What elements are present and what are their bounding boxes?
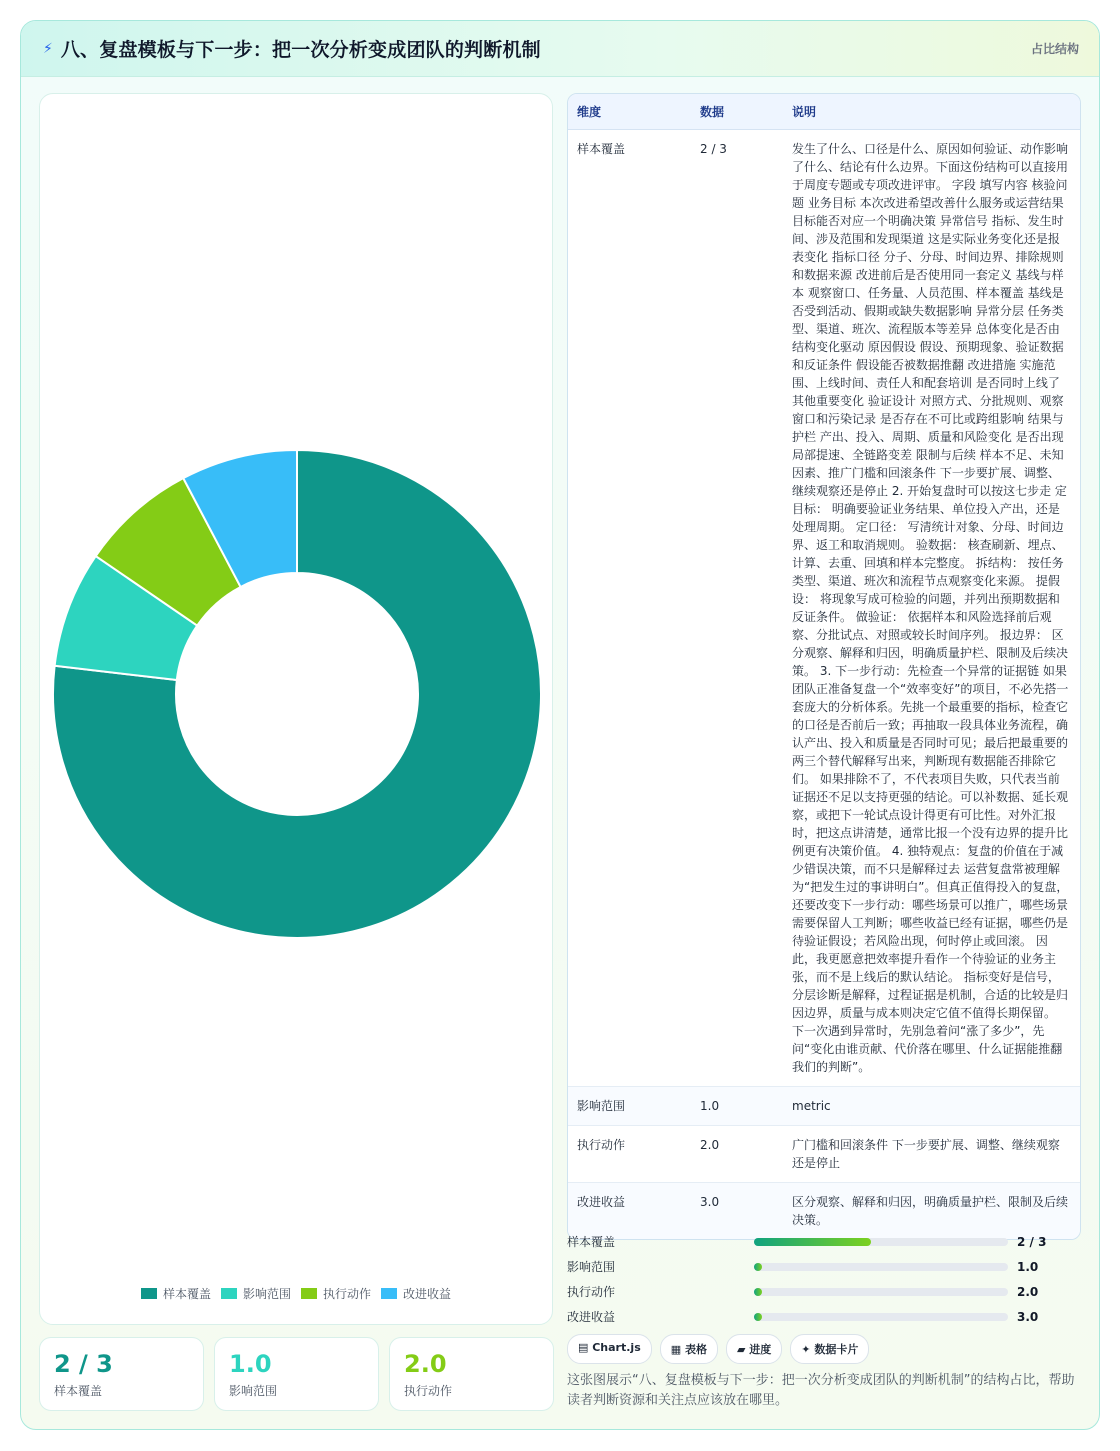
kpi-cards [39,1337,554,1411]
table-cell-desc: 区分观察、解释和归因，明确质量护栏、限制及后续决策。 [783,1183,1080,1240]
progress-track [754,1263,1008,1271]
table-row [568,1126,1080,1183]
page-title: 八、复盘模板与下一步：把一次分析变成团队的判断机制 [60,39,541,61]
progress-value: 3.0 [1017,1309,1039,1324]
lightning-icon: ⚡ [43,40,53,57]
data-table-panel [567,93,1081,1240]
kpi-label: 样本覆盖 [54,1384,103,1398]
progress-label: 样本覆盖 [567,1235,616,1249]
legend-item[interactable] [221,1285,291,1302]
donut-chart-panel [39,93,553,1325]
legend-item[interactable] [381,1285,451,1302]
progress-icon: ▰ [736,1343,750,1356]
kpi-card [39,1337,204,1411]
legend-label: 样本覆盖 [162,1287,211,1301]
chart-legend [40,1285,552,1302]
table-cell-dim: 改进收益 [568,1183,691,1240]
table-cell-val: 2.0 [691,1126,783,1183]
chip-table[interactable] [660,1334,718,1364]
progress-fill [754,1313,762,1321]
legend-label: 改进收益 [403,1287,452,1301]
card-header [21,21,1099,77]
table-header-val: 数据 [691,94,783,130]
chip-sparkle[interactable] [790,1334,869,1364]
progress-value: 2 / 3 [1017,1234,1047,1249]
table-row [568,1087,1080,1126]
data-table [568,94,1080,1239]
table-cell-dim: 影响范围 [568,1087,691,1126]
progress-track [754,1288,1008,1296]
report-card [20,20,1100,1430]
legend-swatch [221,1288,237,1299]
table-icon: ▦ [670,1343,685,1356]
chart-caption: 这张图展示“八、复盘模板与下一步：把一次分析变成团队的判断机制”的结构占比，帮助读者判断资源和关注点应该放在哪里。 [567,1373,1075,1408]
progress-label: 改进收益 [567,1310,616,1324]
table-cell-val: 1.0 [691,1087,783,1126]
legend-item[interactable] [301,1285,371,1302]
table-cell-dim: 样本覆盖 [568,130,691,1087]
progress-track [754,1313,1008,1321]
chart-type-tag: 占比结构 [1030,42,1079,56]
table-header-desc: 说明 [783,94,1080,130]
sparkle-icon: ✦ [801,1343,815,1356]
table-header-row [568,94,1080,130]
progress-value: 1.0 [1017,1259,1039,1274]
chip-label: 数据卡片 [814,1343,859,1356]
chip-chart[interactable] [567,1334,652,1364]
table-cell-dim: 执行动作 [568,1126,691,1183]
table-row [568,130,1080,1087]
feature-chips [567,1334,869,1364]
table-cell-val: 2 / 3 [691,130,783,1087]
legend-label: 影响范围 [242,1287,291,1301]
progress-list [567,1229,1081,1329]
kpi-value: 2 / 3 [54,1350,113,1378]
table-cell-desc: 发生了什么、口径是什么、原因如何验证、动作影响了什么、结论有什么边界。下面这份结构可以直接用于周度专题或专项改进评审。 字段 填写内容 核验问题 业务目标 本次改进希望改善什么服务或运营结果 目标能否对应一个明确决策 异常信号 指标、发生时间、涉及范围和发现渠道 这是实际业务变化还是报表变化 指标口径 分子、分母、时间边界、排除规则和数据来源 改进前后是否使用同一套定义 基线与样本 观察窗口、任务量、人员范围、样本覆盖 基线是否受到活动、假期或缺失数据影响 异常分层 任务类型、渠道、班次、流程版本等差异 总体变化是否由结构变化驱动 原因假设 假设、预期现象、验证数据和反证条件 假设能否被数据推翻 改进措施 实施范围、上线时间、责任人和配套培训 是否同时上线了其他重要变化 验证设计 对照方式、分批规则、观察窗口和污染记录 是否存在不可比或跨组影响 结果与护栏 产出、投入、周期、质量和风险变化 是否出现局部提速、全链路变差 限制与后续 样本不足、未知因素、推广门槛和回滚条件 下一步要扩展、调整、继续观察还是停止 2. 开始复盘时可以按这七步走 定目标： 明确要验证业务结果、单位投入产出，还是处理周期。 定口径： 写清统计对象、分母、时间边界、返工和取消规则。 验数据： 核查刷新、埋点、计算、去重、回填和样本完整度。 拆结构： 按任务类型、渠道、班次和流程节点观察变化来源。 提假设： 将现象写成可检验的问题，并列出预期数据和反证条件。 做验证： 依据样本和风险选择前后观察、分批试点、对照或较长时间序列。 报边界： 区分观察、解释和归因，明确质量护栏、限制及后续决策。 3. 下一步行动：先检查一个异常的证据链 如果团队正准备复盘一个“效率变好”的项目，不必先搭一套庞大的分析体系。先挑一个最重要的指标，检查它的口径是否前后一致；再抽取一段具体业务流程，确认产出、投入和质量是否同时可见；最后把最重要的两三个替代解释写出来，判断现有数据能否排除它们。 如果排除不了，不代表项目失败，只代表当前证据还不足以支持更强的结论。可以补数据、延长观察，或把下一轮试点设计得更有可比性。对外汇报时，把这点讲清楚，通常比报一个没有边界的提升比例更有决策价值。 4. 独特观点：复盘的价值在于减少错误决策，而不只是解释过去 运营复盘常被理解为“把发生过的事讲明白”。但真正值得投入的复盘，还要改变下一步行动：哪些场景可以推广，哪些场景需要保留人工判断；哪些收益已经有证据，哪些仍是待验证假设；若风险出现，何时停止或回滚。 因此，我更愿意把效率提升看作一个待验证的业务主张，而不是上线后的默认结论。 指标变好是信号，分层诊断是解释，过程证据是机制，合适的比较是归因边界，质量与成本则决定它值不值得长期保留。 下一次遇到异常时，先别急着问“涨了多少”，先问“变化由谁贡献、代价落在哪里、什么证据能推翻我们的判断”。 [783,130,1080,1087]
kpi-card [389,1337,554,1411]
progress-row [567,1254,1081,1279]
chip-progress[interactable] [726,1334,782,1364]
chip-label: 进度 [749,1343,772,1356]
kpi-label: 执行动作 [404,1384,453,1398]
kpi-value: 1.0 [229,1350,272,1378]
progress-row [567,1279,1081,1304]
progress-label: 影响范围 [567,1260,616,1274]
legend-swatch [141,1288,157,1299]
legend-item[interactable] [141,1285,211,1302]
progress-row [567,1304,1081,1329]
progress-fill [754,1288,762,1296]
kpi-card [214,1337,379,1411]
donut-chart [40,94,554,1254]
kpi-value: 2.0 [404,1350,447,1378]
progress-track [754,1238,1008,1246]
legend-swatch [381,1288,397,1299]
table-cell-val: 3.0 [691,1183,783,1240]
chart-icon: ▤ [578,1341,593,1354]
chip-label: Chart.js [592,1341,641,1354]
table-header-dim: 维度 [568,94,691,130]
progress-value: 2.0 [1017,1284,1039,1299]
legend-swatch [301,1288,317,1299]
progress-label: 执行动作 [567,1285,616,1299]
progress-fill [754,1238,871,1246]
progress-row [567,1229,1081,1254]
kpi-label: 影响范围 [229,1384,278,1398]
table-cell-desc: metric [783,1087,1080,1126]
progress-fill [754,1263,762,1271]
table-cell-desc: 广门槛和回滚条件 下一步要扩展、调整、继续观察还是停止 [783,1126,1080,1183]
chip-label: 表格 [684,1343,707,1356]
title-wrap [43,35,541,62]
legend-label: 执行动作 [323,1287,372,1301]
